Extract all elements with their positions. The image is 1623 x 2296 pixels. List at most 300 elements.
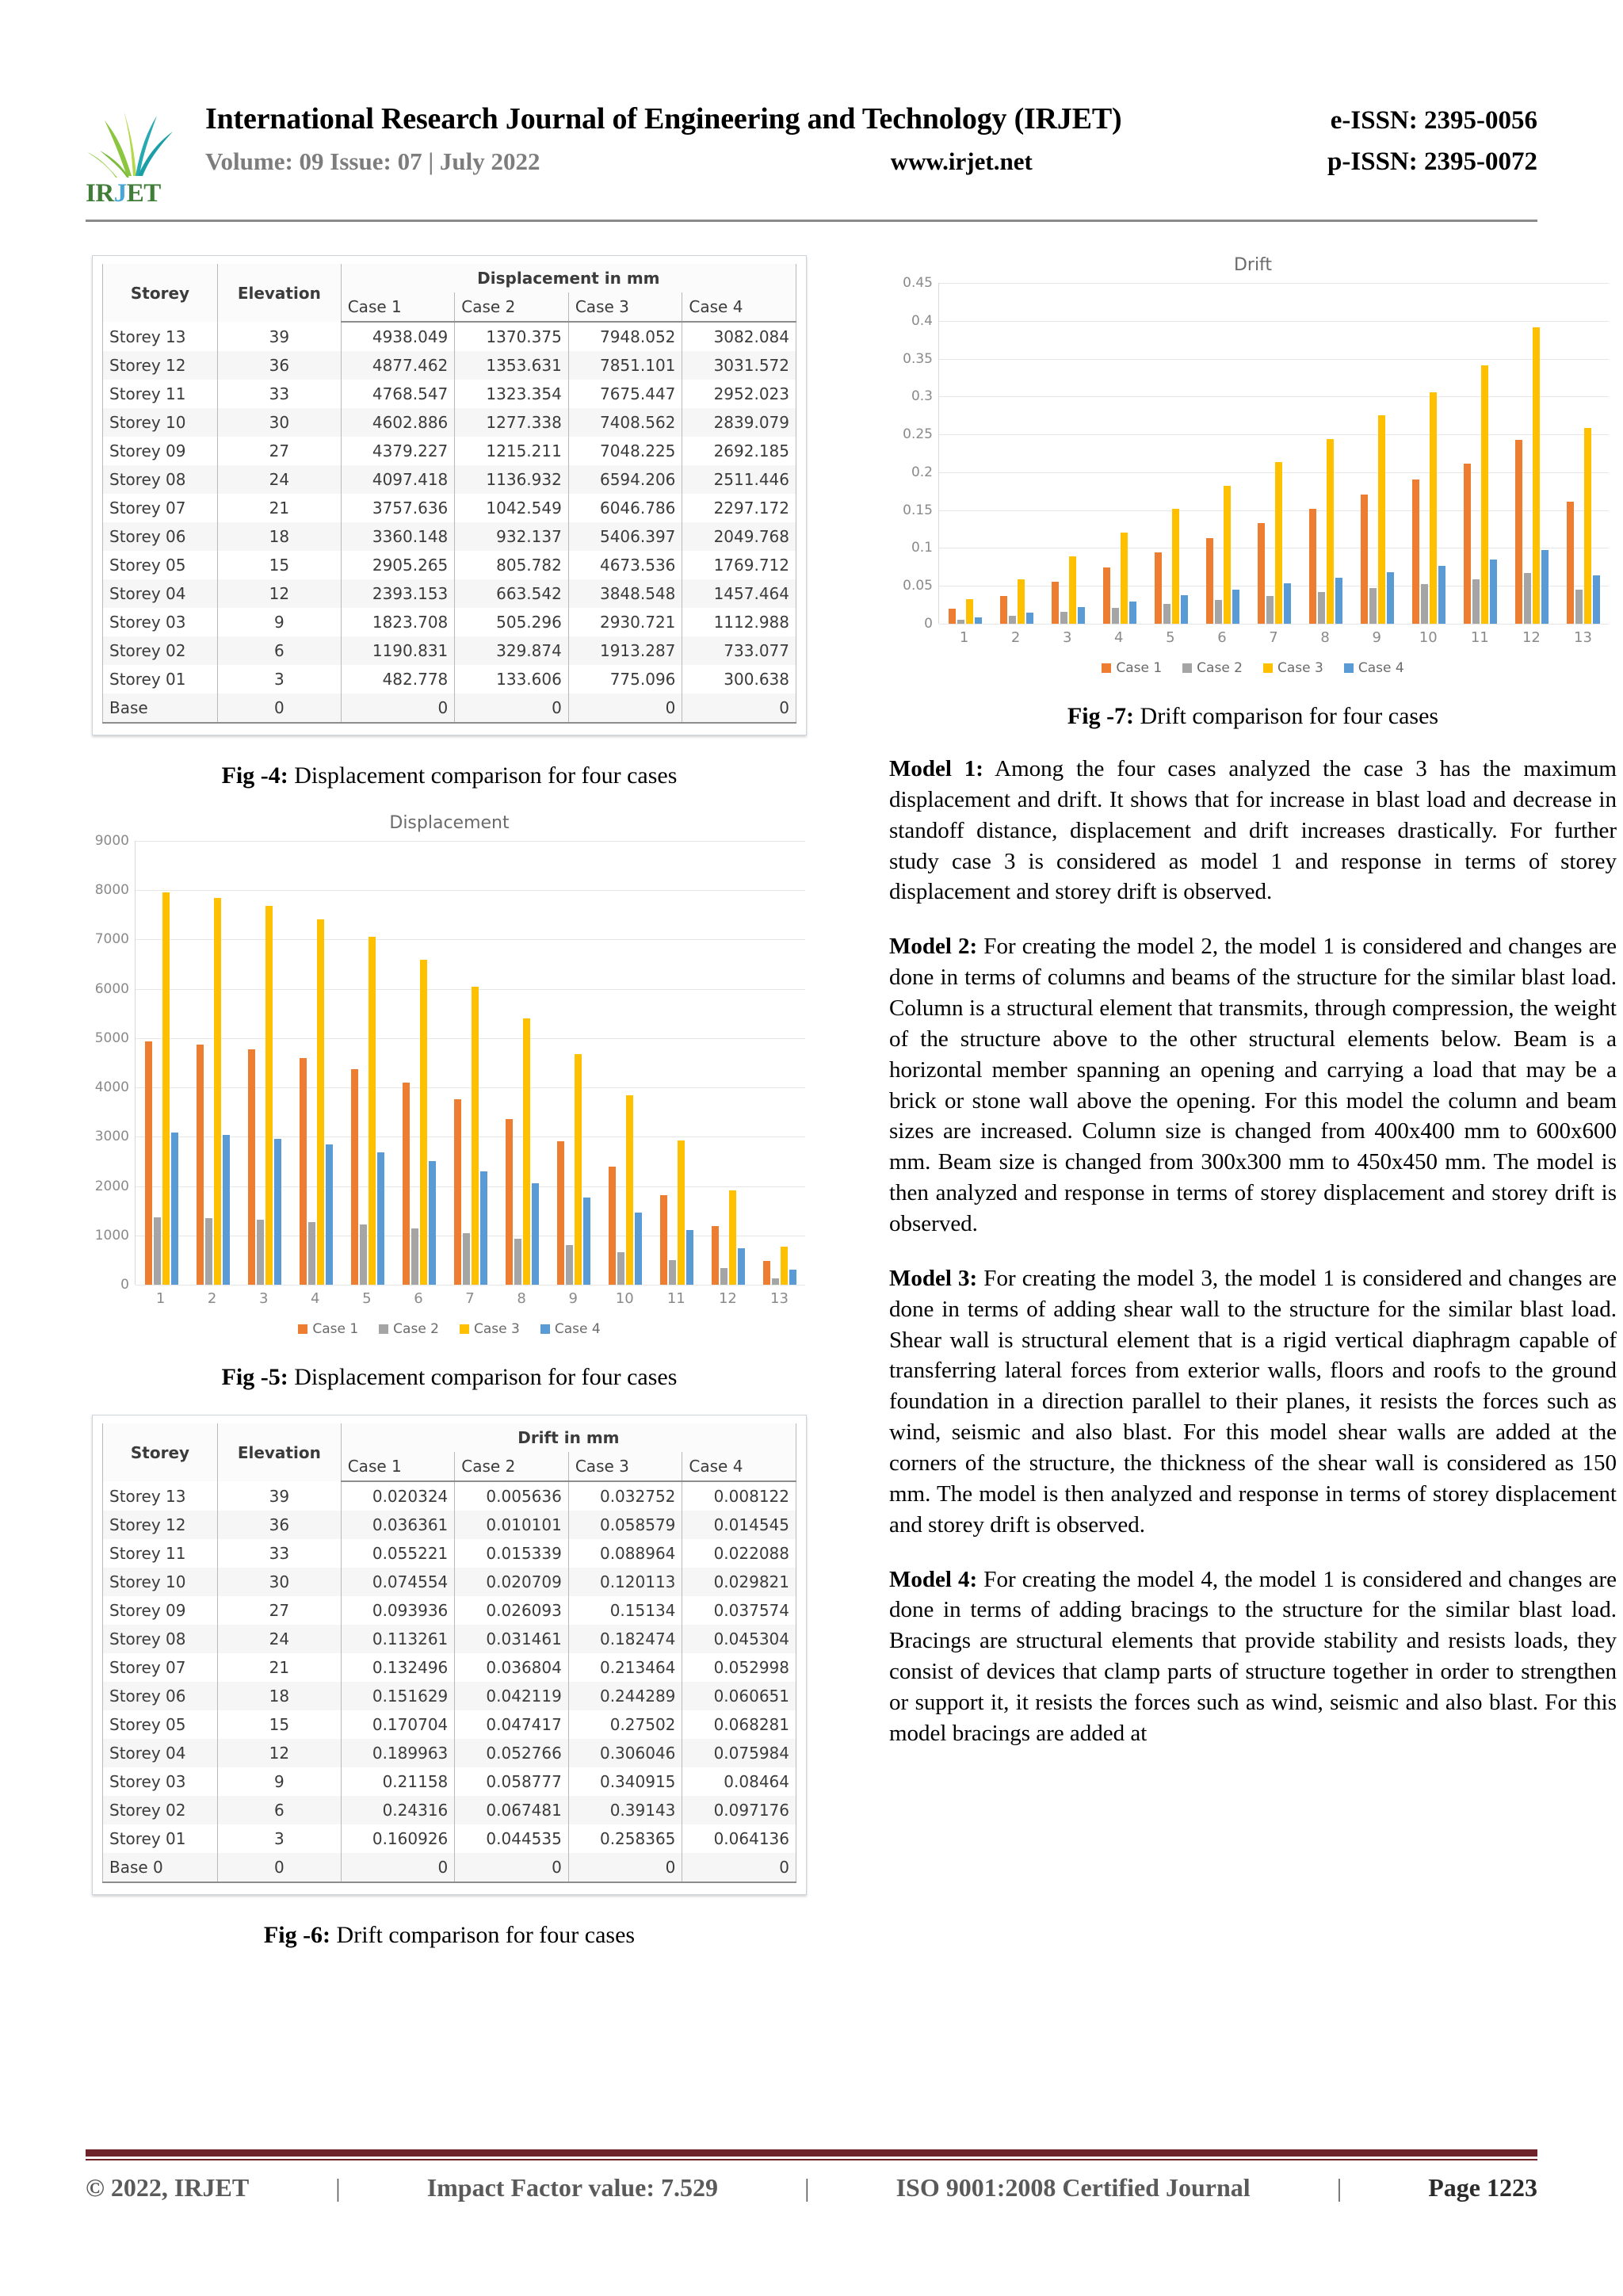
x-axis-tick-label: 9 [1372, 629, 1381, 646]
table-cell: 0.047417 [455, 1710, 569, 1739]
table-cell: 0 [455, 693, 569, 723]
figure-7-text: Drift comparison for four cases [1134, 703, 1439, 729]
bar-case-2 [1215, 600, 1222, 624]
table-cell: 0 [217, 1853, 341, 1882]
bar-case-4 [583, 1198, 590, 1285]
legend-swatch-icon [540, 1324, 550, 1334]
y-axis-tick-label: 2000 [94, 1178, 129, 1194]
table-cell: Storey 05 [103, 1710, 218, 1739]
bar-case-1 [712, 1226, 719, 1285]
table-row [103, 1796, 796, 1824]
x-axis-tick-label: 4 [311, 1290, 320, 1307]
table-cell: 7408.562 [568, 408, 682, 437]
two-column-body [86, 255, 1617, 1973]
table-cell: 27 [217, 1596, 341, 1625]
table-cell: 5406.397 [568, 522, 682, 551]
table-cell: 775.096 [568, 665, 682, 693]
y-axis-tick-label: 0.1 [911, 540, 933, 556]
table-cell: 2930.721 [568, 608, 682, 636]
table-cell: 0.058777 [455, 1767, 569, 1796]
table-cell: Storey 03 [103, 608, 218, 636]
table-cell: 0.097176 [682, 1796, 796, 1824]
table-cell: Storey 02 [103, 636, 218, 665]
table-cell: 0.39143 [568, 1796, 682, 1824]
bar-case-1 [403, 1083, 410, 1285]
paragraph-model-2 [889, 931, 1617, 1240]
bar-case-2 [308, 1222, 315, 1285]
bar-case-2 [1575, 590, 1583, 624]
x-axis-tick-label: 6 [414, 1290, 423, 1307]
col-header-case3: Case 3 [568, 292, 682, 322]
table-row [103, 1511, 796, 1539]
table-row [103, 1824, 796, 1853]
table-cell: 7675.447 [568, 380, 682, 408]
table-cell: 0.067481 [455, 1796, 569, 1824]
table-cell: 0.014545 [682, 1511, 796, 1539]
table-cell: 6 [217, 636, 341, 665]
table-cell: 7048.225 [568, 437, 682, 465]
paragraph-model-1 [889, 754, 1617, 907]
table-row [103, 1653, 796, 1682]
table-cell: 0.036804 [455, 1653, 569, 1682]
table-cell: 0.045304 [682, 1625, 796, 1653]
table-cell: 0.005636 [455, 1481, 569, 1511]
legend-swatch-icon [379, 1324, 388, 1334]
bar-case-2 [1112, 608, 1119, 624]
y-axis-tick-label: 0.35 [903, 350, 933, 367]
legend-label: Case 3 [1277, 660, 1323, 676]
x-axis-tick-label: 9 [568, 1290, 578, 1307]
paragraph-model-3 [889, 1263, 1617, 1541]
table-cell: 0.029821 [682, 1568, 796, 1596]
table-row [103, 693, 796, 723]
legend-swatch-icon [460, 1324, 469, 1334]
footer-copyright: © 2022, IRJET [86, 2173, 250, 2202]
model-1-label: Model 1: [889, 756, 983, 781]
y-axis-tick-label: 0.15 [903, 502, 933, 518]
figure-5-caption [86, 1364, 813, 1391]
legend-swatch-icon [1102, 663, 1111, 673]
table-cell: 2839.079 [682, 408, 796, 437]
y-axis-tick-label: 1000 [94, 1227, 129, 1244]
table-cell: 0.052998 [682, 1653, 796, 1682]
y-axis-tick-label: 8000 [94, 882, 129, 899]
table-cell: 0.27502 [568, 1710, 682, 1739]
legend-item[interactable] [1102, 660, 1162, 676]
table-cell: 15 [217, 1710, 341, 1739]
table-cell: 4097.418 [341, 465, 455, 494]
bar-case-1 [1567, 502, 1574, 624]
table-cell: 30 [217, 408, 341, 437]
bar-case-1 [145, 1041, 152, 1285]
table-cell: 2692.185 [682, 437, 796, 465]
table-cell: 1190.831 [341, 636, 455, 665]
table-cell: Storey 11 [103, 380, 218, 408]
table-cell: Storey 04 [103, 1739, 218, 1767]
bar-case-1 [763, 1261, 770, 1285]
bar-group [342, 841, 393, 1285]
bar-group [496, 841, 548, 1285]
legend-swatch-icon [298, 1324, 307, 1334]
left-column [86, 255, 813, 1973]
drift-chart-legend [889, 660, 1617, 676]
legend-item[interactable] [1263, 660, 1323, 676]
bar-group [548, 841, 599, 1285]
table-cell: 0.042119 [455, 1682, 569, 1710]
table-cell: Storey 04 [103, 579, 218, 608]
logo-et: ET [126, 179, 161, 208]
bar-group [1403, 283, 1454, 624]
table-cell: 4877.462 [341, 351, 455, 380]
col-header-case1: Case 1 [341, 1452, 455, 1481]
x-axis-tick-label: 2 [1010, 629, 1021, 646]
table-cell: 6046.786 [568, 494, 682, 522]
bar-case-3 [523, 1018, 530, 1285]
table-cell: 4379.227 [341, 437, 455, 465]
x-axis-tick-label: 11 [666, 1290, 685, 1307]
bar-case-3 [575, 1054, 582, 1285]
bar-case-2 [1369, 588, 1377, 624]
table-cell: 0.010101 [455, 1511, 569, 1539]
table-cell: 0.24316 [341, 1796, 455, 1824]
table-cell: Storey 05 [103, 551, 218, 579]
table-cell: 0 [568, 1853, 682, 1882]
y-axis-tick-label: 0.05 [903, 578, 933, 594]
table-cell: 12 [217, 579, 341, 608]
table-cell: 0.120113 [568, 1568, 682, 1596]
table-cell: 133.606 [455, 665, 569, 693]
x-axis-tick-label: 3 [258, 1290, 269, 1307]
irjet-logo [86, 101, 185, 207]
table-cell: Storey 13 [103, 1481, 218, 1511]
legend-item[interactable] [460, 1321, 520, 1337]
model-3-text: For creating the model 3, the model 1 is considered and changes are done in terms of adding shear wall to the structure for the similar blast load. Shear wall is structural element that is a rigid vertical diaphragm capable of transferring lateral forces from exterior walls, floors and roofs to the ground foundation in a direction parallel to their planes, it resists the forces such as wind, seismic and also blast. For this model shear walls are added at the corners of the structure, the thickness of the shear wall is considered as 150 mm. The model is then analyzed and response in terms of storey displacement and storey drift is observed. [889, 1265, 1617, 1538]
footer-separator-3: | [1336, 2173, 1342, 2202]
bar-case-1 [1464, 464, 1471, 624]
displacement-chart-xaxis [135, 1290, 805, 1307]
legend-item[interactable] [540, 1321, 601, 1337]
logo-ir: IR [86, 179, 114, 208]
bar-case-3 [626, 1095, 633, 1285]
bar-case-4 [635, 1213, 642, 1285]
footer-separator-1: | [335, 2173, 341, 2202]
table-cell: 0.020324 [341, 1481, 455, 1511]
bar-case-1 [1412, 479, 1419, 624]
table-cell: 24 [217, 1625, 341, 1653]
bar-case-2 [772, 1278, 779, 1285]
table-cell: 27 [217, 437, 341, 465]
y-axis-tick-label: 4000 [94, 1079, 129, 1096]
col-header-case1: Case 1 [341, 292, 455, 322]
table-cell: Storey 10 [103, 1568, 218, 1596]
table-cell: 33 [217, 1539, 341, 1568]
table-cell: 1769.712 [682, 551, 796, 579]
bar-group [651, 841, 702, 1285]
bar-case-1 [248, 1049, 255, 1285]
bar-case-1 [1103, 567, 1110, 624]
drift-chart-plot [903, 275, 1609, 632]
table-cell: 21 [217, 494, 341, 522]
displacement-table-body [103, 322, 796, 723]
table-cell: 932.137 [455, 522, 569, 551]
bar-case-3 [1533, 327, 1540, 624]
bar-case-4 [1387, 572, 1394, 624]
col-header-case4: Case 4 [682, 292, 796, 322]
table-cell: 0.244289 [568, 1682, 682, 1710]
table-cell: Base [103, 693, 218, 723]
bar-case-3 [214, 898, 221, 1286]
x-axis-tick-label: 5 [1166, 629, 1175, 646]
bar-case-1 [1361, 495, 1368, 624]
table-cell: 0.068281 [682, 1710, 796, 1739]
table-cell: Storey 09 [103, 1596, 218, 1625]
bar-case-4 [377, 1152, 384, 1286]
col-header-case2: Case 2 [455, 292, 569, 322]
table-cell: 0 [341, 693, 455, 723]
table-cell: 0.064136 [682, 1824, 796, 1853]
legend-label: Case 1 [312, 1321, 359, 1337]
table-cell: Storey 03 [103, 1767, 218, 1796]
figure-7-label: Fig -7: [1067, 703, 1135, 729]
bar-case-1 [557, 1141, 564, 1285]
bar-case-1 [1052, 582, 1059, 624]
irjet-wordmark [86, 181, 185, 207]
bar-case-2 [463, 1233, 470, 1285]
displacement-chart-title: Displacement [389, 813, 510, 833]
table-row [103, 494, 796, 522]
legend-label: Case 3 [474, 1321, 520, 1337]
table-cell: 0.022088 [682, 1539, 796, 1568]
paragraph-model-4 [889, 1564, 1617, 1749]
legend-item[interactable] [298, 1321, 358, 1337]
x-axis-tick-label: 1 [959, 629, 969, 646]
table-cell: 9 [217, 1767, 341, 1796]
table-cell: Storey 02 [103, 1796, 218, 1824]
table-cell: Storey 09 [103, 437, 218, 465]
table-cell: Storey 01 [103, 1824, 218, 1853]
table-cell: 0.113261 [341, 1625, 455, 1653]
footer-divider [86, 2149, 1537, 2160]
table-row [103, 322, 796, 351]
y-axis-tick-label: 0 [120, 1277, 129, 1293]
figure-4-caption [86, 762, 813, 789]
table-cell: 30 [217, 1568, 341, 1596]
header-text-block [185, 101, 1537, 177]
model-3-label: Model 3: [889, 1265, 978, 1291]
table-cell: 33 [217, 380, 341, 408]
bar-case-4 [1284, 583, 1291, 624]
bar-case-2 [720, 1268, 727, 1285]
bar-case-2 [617, 1252, 624, 1285]
bar-case-2 [1163, 604, 1170, 624]
table-cell: 0.132496 [341, 1653, 455, 1682]
y-axis-tick-label: 7000 [94, 931, 129, 948]
x-axis-tick-label: 10 [1419, 629, 1438, 646]
bar-case-3 [781, 1247, 788, 1285]
table-row [103, 1710, 796, 1739]
bar-case-4 [223, 1135, 230, 1285]
bar-case-3 [1430, 392, 1437, 624]
table-cell: 2049.768 [682, 522, 796, 551]
logo-j: J [113, 179, 127, 208]
journal-title: International Research Journal of Engineering and Technology (IRJET) [205, 102, 1122, 136]
table-cell: 0 [682, 693, 796, 723]
table-cell: Storey 07 [103, 1653, 218, 1682]
table-row [103, 437, 796, 465]
bar-case-4 [480, 1171, 487, 1285]
y-axis-tick-label: 6000 [94, 980, 129, 997]
y-axis-tick-label: 5000 [94, 1030, 129, 1046]
table-cell: 0.075984 [682, 1739, 796, 1767]
x-axis-tick-label: 13 [770, 1290, 789, 1307]
figure-7-caption [889, 703, 1617, 730]
table-cell: 0 [568, 693, 682, 723]
bar-case-4 [429, 1161, 436, 1285]
bar-case-4 [789, 1270, 796, 1285]
bar-case-4 [274, 1139, 281, 1285]
table-cell: 3082.084 [682, 322, 796, 351]
table-row [103, 1481, 796, 1511]
bar-case-2 [154, 1217, 161, 1285]
table-row [103, 522, 796, 551]
table-cell: 3360.148 [341, 522, 455, 551]
footer-page-number: Page 1223 [1428, 2173, 1537, 2202]
legend-item[interactable] [1182, 660, 1243, 676]
bar-case-2 [669, 1260, 676, 1285]
legend-label: Case 2 [1197, 660, 1243, 676]
table-cell: 0.036361 [341, 1511, 455, 1539]
drift-table-figure [92, 1415, 807, 1895]
bar-group [991, 283, 1042, 624]
bar-case-1 [660, 1195, 667, 1285]
table-cell: 733.077 [682, 636, 796, 665]
bar-case-3 [1378, 415, 1385, 624]
table-row [103, 1625, 796, 1653]
table-cell: 0.060651 [682, 1682, 796, 1710]
table-cell: 805.782 [455, 551, 569, 579]
table-cell: 1042.549 [455, 494, 569, 522]
table-row [103, 1539, 796, 1568]
col-header-elevation: Elevation [217, 264, 341, 322]
table-cell: 0.055221 [341, 1539, 455, 1568]
table-cell: 0 [455, 1853, 569, 1882]
col-header-elevation: Elevation [217, 1423, 341, 1481]
bar-case-4 [1181, 595, 1188, 624]
table-cell: 18 [217, 522, 341, 551]
table-cell: Storey 06 [103, 1682, 218, 1710]
bar-group [290, 841, 342, 1285]
bar-case-1 [454, 1099, 461, 1285]
footer-impact-factor: Impact Factor value: 7.529 [426, 2173, 719, 2202]
bar-case-1 [1309, 509, 1316, 624]
bar-case-4 [1232, 590, 1239, 624]
table-cell: 0.182474 [568, 1625, 682, 1653]
bar-case-3 [1069, 556, 1076, 624]
y-axis-tick-label: 0 [924, 616, 933, 632]
table-cell: 0.21158 [341, 1767, 455, 1796]
col-header-storey: Storey [103, 264, 218, 322]
bar-case-2 [1318, 592, 1325, 624]
table-cell: 0 [217, 693, 341, 723]
displacement-chart-plot [94, 833, 805, 1293]
bar-case-1 [949, 609, 956, 624]
table-cell: 1353.631 [455, 351, 569, 380]
table-cell: 1823.708 [341, 608, 455, 636]
table-cell: 39 [217, 322, 341, 351]
bar-case-4 [1129, 602, 1136, 624]
bar-case-4 [1438, 566, 1445, 624]
table-row [103, 380, 796, 408]
table-cell: 3031.572 [682, 351, 796, 380]
bar-case-1 [351, 1069, 358, 1285]
x-axis-tick-label: 4 [1114, 629, 1124, 646]
table-row [103, 608, 796, 636]
model-4-text: For creating the model 4, the model 1 is considered and changes are done in terms of adding bracings to the structure for the similar blast load. Bracings are structural elements that provide stability and resists loads, they consist of devices that clamp parts of structure together in order to strengthen or support it, it resists the forces such as wind, seismic and also blast. For this model bracings are added at [889, 1566, 1617, 1746]
table-cell: 2905.265 [341, 551, 455, 579]
table-cell: 482.778 [341, 665, 455, 693]
table-cell: 1136.932 [455, 465, 569, 494]
bar-case-1 [1258, 523, 1265, 624]
table-cell: 12 [217, 1739, 341, 1767]
col-header-storey: Storey [103, 1423, 218, 1481]
legend-label: Case 4 [554, 1321, 601, 1337]
table-cell: 0.15134 [568, 1596, 682, 1625]
table-cell: Storey 11 [103, 1539, 218, 1568]
x-axis-tick-label: 8 [517, 1290, 526, 1307]
x-axis-tick-label: 5 [362, 1290, 372, 1307]
bar-group [1506, 283, 1557, 624]
bar-case-1 [1515, 440, 1522, 624]
table-cell: 0.037574 [682, 1596, 796, 1625]
table-cell: 0.031461 [455, 1625, 569, 1653]
bar-case-3 [1224, 486, 1231, 624]
table-cell: 0.074554 [341, 1568, 455, 1596]
bar-case-3 [729, 1190, 736, 1285]
journal-website[interactable]: www.irjet.net [890, 147, 1033, 175]
table-cell: 2511.446 [682, 465, 796, 494]
table-cell: 3 [217, 1824, 341, 1853]
legend-item[interactable] [379, 1321, 439, 1337]
y-axis-tick-label: 0.2 [911, 464, 933, 480]
bar-group [1557, 283, 1609, 624]
bar-case-2 [1472, 579, 1480, 624]
bar-series-container [136, 841, 805, 1285]
bar-case-4 [738, 1248, 745, 1285]
bar-group [1351, 283, 1403, 624]
table-cell: Storey 06 [103, 522, 218, 551]
table-cell: 0 [341, 1853, 455, 1882]
table-cell: 0.258365 [568, 1824, 682, 1853]
bar-group [599, 841, 651, 1285]
table-row [103, 1682, 796, 1710]
table-cell: 4938.049 [341, 322, 455, 351]
bar-case-2 [1524, 573, 1531, 624]
bar-case-2 [1009, 616, 1016, 624]
bar-group [136, 841, 187, 1285]
bar-case-1 [197, 1045, 204, 1285]
table-row [103, 1853, 796, 1882]
y-axis-tick-label: 0.45 [903, 275, 933, 291]
header-divider [86, 220, 1537, 222]
y-axis-tick-label: 0.4 [911, 312, 933, 329]
table-cell: 1112.988 [682, 608, 796, 636]
bar-case-3 [420, 960, 427, 1285]
table-cell: 0.058579 [568, 1511, 682, 1539]
table-cell: 0.020709 [455, 1568, 569, 1596]
table-cell: 24 [217, 465, 341, 494]
legend-item[interactable] [1344, 660, 1404, 676]
table-cell: 0.340915 [568, 1767, 682, 1796]
